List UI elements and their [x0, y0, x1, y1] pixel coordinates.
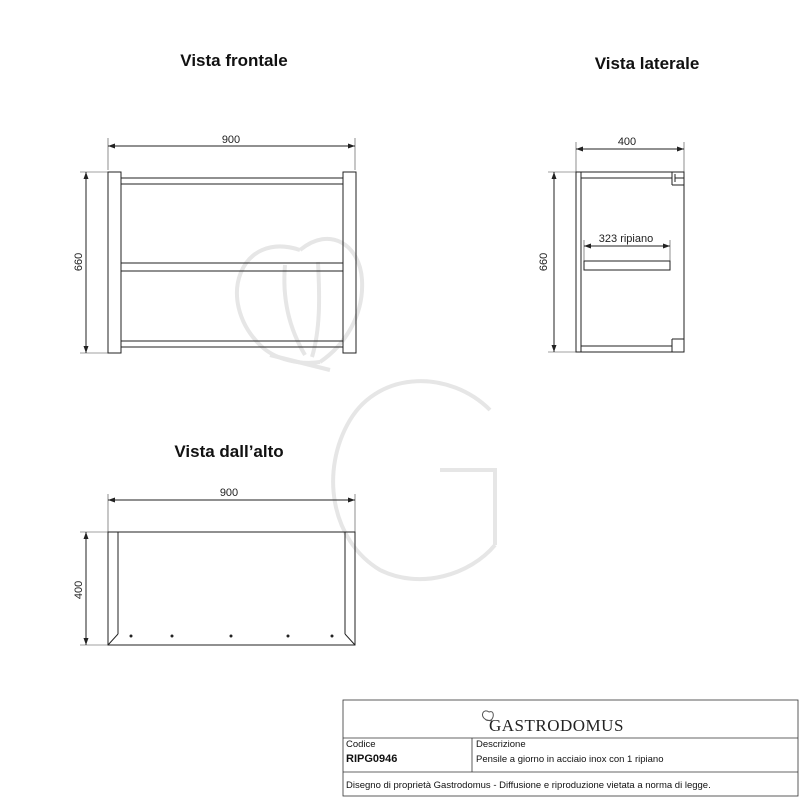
top-view	[73, 442, 355, 645]
top-hole	[130, 635, 133, 638]
front-left-panel	[108, 172, 121, 353]
front-height-dimension: 660	[73, 252, 85, 272]
top-hole	[287, 635, 290, 638]
top-width-dimension: 900	[219, 487, 239, 499]
side-view-title: Vista laterale	[594, 54, 700, 73]
side-panel	[576, 172, 684, 352]
top-hole	[331, 635, 334, 638]
brand-name: GASTRODOMUS	[489, 716, 624, 735]
description-value: Pensile a giorno in acciaio inox con 1 ripiano	[476, 754, 664, 765]
watermark-logo	[237, 239, 495, 579]
gastrodomus-logo	[482, 711, 623, 735]
side-view	[538, 54, 699, 352]
top-outline	[108, 532, 355, 645]
front-view-title: Vista frontale	[180, 51, 288, 70]
code-label: Codice	[346, 739, 376, 750]
front-width-dimension: 900	[221, 134, 241, 146]
ownership-notice: Disegno di proprietà Gastrodomus - Diffusione e riproduzione vietata a norma di legge.	[346, 780, 711, 791]
title-block	[343, 700, 798, 796]
code-value: RIPG0946	[346, 753, 398, 765]
side-shelf	[584, 261, 670, 270]
front-shelf	[121, 263, 343, 271]
top-hole	[171, 635, 174, 638]
description-label: Descrizione	[476, 739, 526, 750]
side-height-dimension: 660	[538, 252, 550, 272]
top-view-title: Vista dall’alto	[174, 442, 284, 461]
shelf-dimension: 323 ripiano	[598, 233, 654, 245]
top-depth-dimension: 400	[73, 580, 85, 600]
side-width-dimension: 400	[617, 136, 637, 148]
top-hole	[230, 635, 233, 638]
front-view	[73, 51, 356, 353]
